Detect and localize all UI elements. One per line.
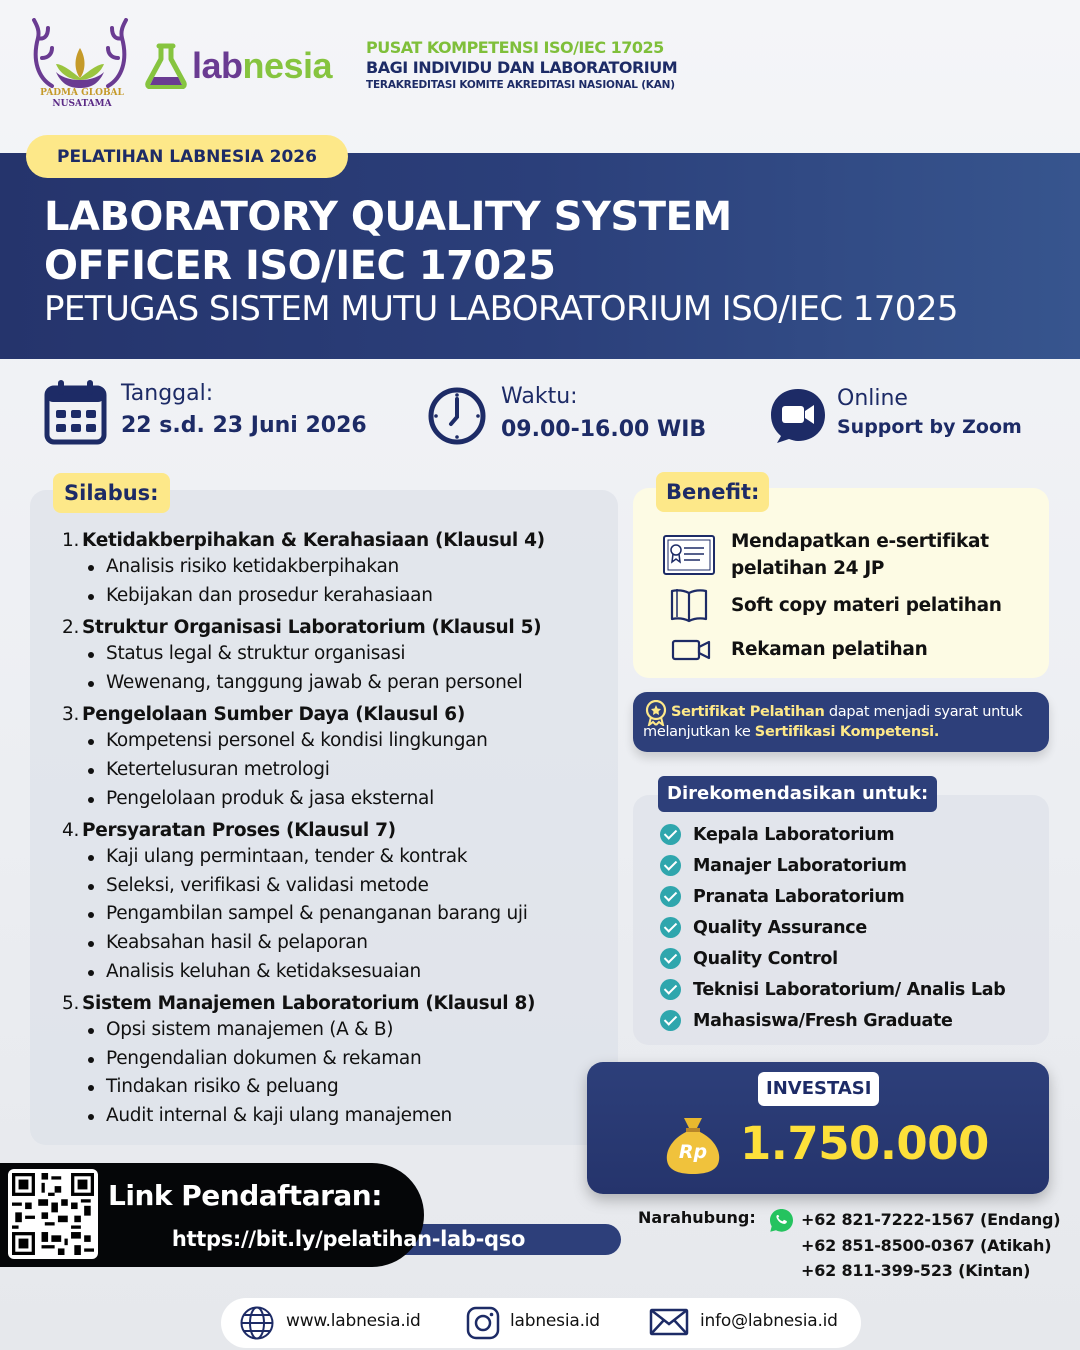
benefit-item-materials: Soft copy materi pelatihan (731, 595, 1002, 616)
benefit-item-certificate: Mendapatkan e-sertifikat pelatihan 24 JP (731, 531, 989, 579)
list-item (660, 1005, 1005, 1036)
padma-global-logo-text: PADMA GLOBAL NUSATAMA (40, 88, 124, 109)
zoom-icon (769, 387, 827, 445)
mode-value: Support by Zoom (837, 416, 1022, 438)
section-number: 3. (62, 704, 80, 726)
price-tag: INVESTASI (758, 1072, 879, 1106)
time-label: Waktu: (501, 384, 578, 409)
clock-icon (427, 386, 487, 446)
list-item (660, 850, 1005, 881)
list-item: Ketertelusuran metrologi (86, 756, 610, 785)
recommended-tag: Direkomendasikan untuk: (658, 776, 937, 812)
course-subtitle: PETUGAS SISTEM MUTU LABORATORIUM ISO/IEC 17025 (44, 289, 958, 329)
list-item: Pengambilan sampel & penanganan barang uji (86, 900, 610, 929)
instagram-icon (466, 1306, 500, 1340)
flask-icon (145, 43, 187, 89)
contact-phone[interactable]: +62 851-8500-0367 (Atikah) (801, 1236, 1052, 1255)
section-title: Pengelolaan Sumber Daya (Klausul 6) (82, 704, 465, 726)
list-item (660, 912, 1005, 943)
check-icon (660, 979, 681, 1000)
silabus-list (62, 528, 610, 1136)
registration-label: Link Pendaftaran: (108, 1179, 382, 1212)
recommended-list (660, 819, 1005, 1036)
check-icon (660, 948, 681, 969)
recommended-item: Quality Control (693, 948, 838, 969)
instagram-link[interactable]: labnesia.id (510, 1311, 600, 1331)
list-item: Pengelolaan produk & jasa eksternal (86, 785, 610, 814)
course-title-line1: LABORATORY QUALITY SYSTEM (44, 194, 732, 240)
recommended-item: Teknisi Laboratorium/ Analis Lab (693, 979, 1006, 1000)
silabus-section (62, 818, 610, 986)
brand-nesia: nesia (242, 45, 333, 86)
price-value: 1.750.000 (740, 1117, 989, 1170)
silabus-tag: Silabus: (53, 473, 170, 513)
recommended-item: Pranata Laboratorium (693, 886, 905, 907)
recommended-item: Quality Assurance (693, 917, 867, 938)
benefit-tag: Benefit: (656, 472, 769, 512)
silabus-section (62, 991, 610, 1130)
money-bag-icon (662, 1114, 724, 1176)
section-title: Ketidakberpihakan & Kerahasiaan (Klausul 4) (82, 530, 545, 551)
silabus-section (62, 615, 610, 697)
list-item: Opsi sistem manajemen (A & B) (86, 1016, 610, 1045)
list-item: Audit internal & kaji ulang manajemen (86, 1102, 610, 1131)
check-icon (660, 1010, 681, 1031)
qr-code-icon (8, 1169, 98, 1259)
event-tag: PELATIHAN LABNESIA 2026 (26, 135, 348, 178)
cert-note-bold1: Sertifikat Pelatihan (671, 704, 825, 720)
website-link[interactable]: www.labnesia.id (286, 1311, 421, 1331)
whatsapp-icon (769, 1208, 794, 1233)
contact-label: Narahubung: (638, 1208, 756, 1227)
section-title: Sistem Manajemen Laboratorium (Klausul 8) (82, 993, 536, 1015)
list-item (660, 819, 1005, 850)
list-item: Keabsahan hasil & pelaporan (86, 929, 610, 958)
benefit-item-recording: Rekaman pelatihan (731, 639, 928, 660)
section-number: 5. (62, 993, 80, 1015)
email-icon (649, 1308, 689, 1336)
labnesia-logo (145, 42, 332, 90)
header-line1: PUSAT KOMPETENSI ISO/IEC 17025 (366, 38, 664, 57)
header-line3: TERAKREDITASI KOMITE AKREDITASI NASIONAL (KAN) (366, 79, 675, 91)
list-item: Status legal & struktur organisasi (86, 640, 610, 669)
list-item (660, 881, 1005, 912)
globe-icon (239, 1305, 275, 1341)
certificate-note-text (643, 702, 1048, 742)
list-item: Seleksi, verifikasi & validasi metode (86, 872, 610, 901)
list-item: Analisis keluhan & ketidaksesuaian (86, 958, 610, 987)
check-icon (660, 855, 681, 876)
brand-lab: lab (192, 45, 243, 86)
course-title-line2: OFFICER ISO/IEC 17025 (44, 243, 556, 289)
list-item: Analisis risiko ketidakberpihakan (86, 553, 610, 582)
check-icon (660, 917, 681, 938)
currency-label: Rp (678, 1141, 708, 1163)
contact-phone[interactable]: +62 821-7222-1567 (Endang) (801, 1210, 1061, 1229)
section-number: 2. (62, 617, 80, 639)
recommended-item: Manajer Laboratorium (693, 855, 907, 876)
list-item: Tindakan risiko & peluang (86, 1073, 610, 1102)
check-icon (660, 886, 681, 907)
list-item (660, 943, 1005, 974)
calendar-icon (44, 379, 107, 445)
time-value: 09.00-16.00 WIB (501, 417, 707, 442)
qr-code[interactable] (8, 1169, 98, 1259)
section-number: 1. (62, 530, 80, 551)
book-icon (669, 587, 709, 623)
section-title: Persyaratan Proses (Klausul 7) (82, 820, 396, 842)
registration-link[interactable]: https://bit.ly/pelatihan-lab-qso (171, 1227, 526, 1251)
list-item: Kaji ulang permintaan, tender & kontrak (86, 843, 610, 872)
header-line2: BAGI INDIVIDU DAN LABORATORIUM (366, 58, 678, 77)
date-value: 22 s.d. 23 Juni 2026 (121, 413, 367, 438)
cert-note-bold2: Sertifikasi Kompetensi. (754, 724, 940, 740)
recommended-item: Mahasiswa/Fresh Graduate (693, 1010, 953, 1031)
list-item: Pengendalian dokumen & rekaman (86, 1045, 610, 1074)
silabus-section (62, 528, 610, 610)
list-item: Kebijakan dan prosedur kerahasiaan (86, 582, 610, 611)
mode-label: Online (837, 386, 908, 411)
list-item: Wewenang, tanggung jawab & peran personel (86, 669, 610, 698)
list-item (660, 974, 1005, 1005)
certificate-icon (662, 534, 716, 576)
email-link[interactable]: info@labnesia.id (700, 1311, 838, 1331)
check-icon (660, 824, 681, 845)
video-camera-icon (671, 639, 711, 661)
section-number: 4. (62, 820, 80, 842)
silabus-section (62, 702, 610, 813)
list-item: Kompetensi personel & kondisi lingkungan (86, 727, 610, 756)
cert-note-text1: dapat menjadi syarat untuk melanjutkan ke (643, 704, 1023, 740)
recommended-item: Kepala Laboratorium (693, 824, 895, 845)
contact-phone[interactable]: +62 811-399-523 (Kintan) (801, 1261, 1031, 1280)
section-title: Struktur Organisasi Laboratorium (Klausul 5) (82, 617, 542, 639)
date-label: Tanggal: (121, 381, 214, 406)
header-tagline (366, 38, 677, 91)
